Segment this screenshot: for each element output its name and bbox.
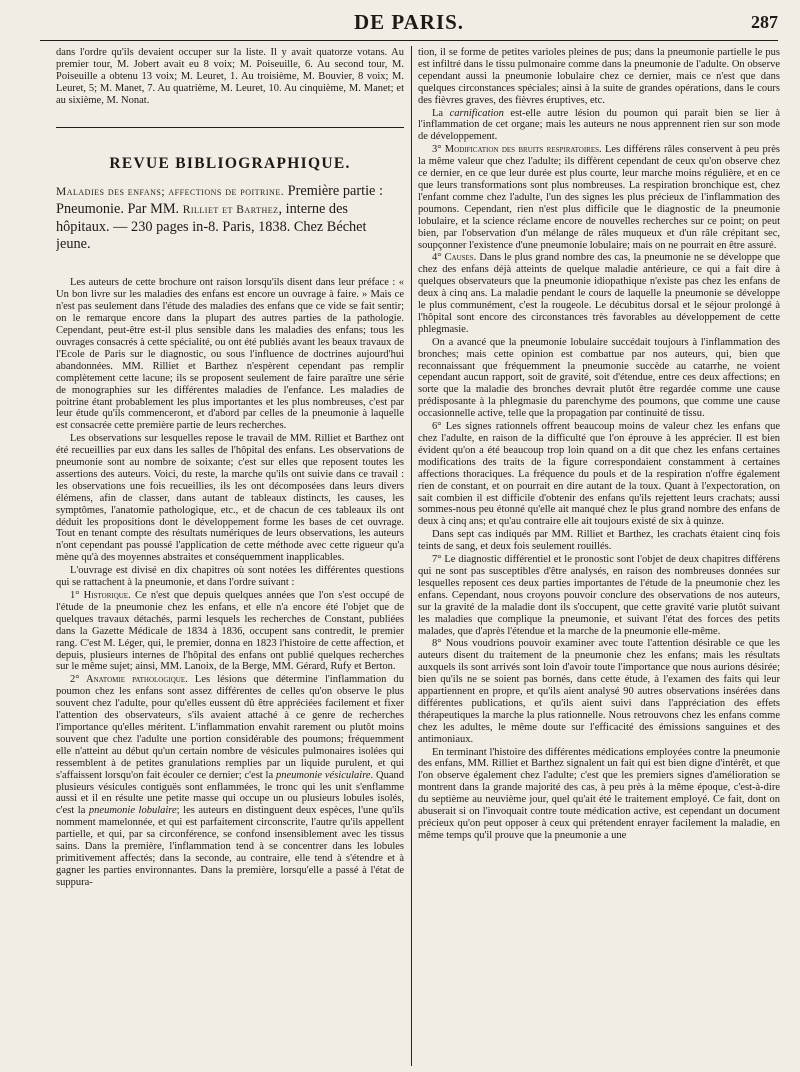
book-citation xyxy=(56,183,404,253)
page-header xyxy=(40,10,778,41)
right-column xyxy=(418,47,780,1065)
carnification-text-a: La xyxy=(432,107,450,119)
column-divider xyxy=(411,46,412,1066)
anatomy-term-vesiculaire: pneumonie vésiculaire xyxy=(275,769,371,781)
respiratory-sounds-paragraph xyxy=(418,144,780,251)
respiratory-sounds-text: Les différens râles conservent à peu près la même valeur que chez l'adulte; ils diffèrent cependant de ceux qu'on observe chez ce dernier, en ce que leur durée est plus courte, leur marche moins régulière, et en ce que leurs transformations sont plus nombreuses. La respiration bronchique est, chez l'enfant comme chez l'adulte, l'un des signes les plus précieux de l'inflammation des poumons. Cependant, rien n'est plus difficile que le diagnostic de la pneumonie lobulaire, et la science réclame encore de nouvelles recherches sur ce point; on peut bien, par l'observation d'un mélange de râles muqueux et d'un râle crépitant sec, soupçonner l'existence d'une pneumonie lobulaire; mais on ne pourrait en être assuré. xyxy=(418,144,780,251)
rational-signs-paragraph: 6° Les signes rationnels offrent beaucoup moins de valeur chez les enfans que chez l'adulte, en raison de la difficulté que l'on éprouve à les apprécier. Il est bien évident qu'on a été beaucoup trop loin quand on a dit que chez les enfans certaines modifications des traits de la figure correspondaient constamment à certaines affections thoraciques. La fréquence du pouls et de la respiration n'offre également rien de constant, et on pourrait en dire autant de la toux. Quant à l'expectoration, on sait combien il est difficile d'obtenir des enfans qu'ils rejettent leurs crachats; aussi sommes-nous peu étonné qu'elle ait manqué chez le plus grand nombre des enfans de deux à cinq ans; et qu'au contraire elle ait toujours existé de six à quinze. xyxy=(418,421,780,528)
anatomy-continuation: tion, il se forme de petites varioles pleines de pus; dans la pneumonie partielle le pus est infiltré dans le tissu pulmonaire comme dans la pneumonie de l'adulte. On observe cependant aussi la pneumonie lobulaire chez ce dernier, mais ce n'est que dans quelques circonstances spéciales; ainsi à la suite de grandes opérations, dans le cours des fièvres graves, des fièvres éruptives, etc. xyxy=(418,47,780,106)
causes-text: Dans le plus grand nombre des cas, la pneumonie ne se développe que chez des enfans déjà atteints de quelque maladie antérieure, ce qui a fait dire à quelques observateurs que la pneumonie idiopathique n'existe pas chez les enfans de deux à cinq ans. La maladie pendant le cours de laquelle la pneumonie se développe le plus communément, c'est la rougeole. Le décubitus dorsal et le séjour prolongé à l'hôpital sont encore des circonstances très favorables au développement de cette phlegmasie. xyxy=(418,252,780,335)
section-separator xyxy=(56,127,404,128)
anatomy-text-a: Les lésions que détermine l'inflammation du poumon chez les enfans sont assez différentes de celles qu'on observe le plus souvent chez l'adulte, pour qu'elles eussent dû être appréciées facilement et fixer l'attention des observateurs, s'ils avaient attaché à ce genre de recherches l'importance qu'elles méritent. L'inflammation envahit rarement ou plutôt moins souvent que chez l'adulte une portion considérable des poumons; fréquemment elle n'atteint au début qu'un certain nombre de vésicules pulmonaires isolées qui ressemblent à de petites granulations remplies par un liquide purulent, et qui s'affaissent lorsqu'on fait écouler ce dernier; c'est la xyxy=(56,674,404,781)
anatomy-text-b: . Quand plusieurs vésicules contiguës sont enflammées, le tronc qui les unit s'enflamme aussi et il en résulte une petite masse qui occupe un ou plusieurs lobules isolés, c'est la xyxy=(56,769,404,817)
anatomy-text-c: ; les auteurs en distinguent deux espèces, l'une qu'ils nomment mamelonnée, et qui est parfaitement circonscrite, l'autre qu'ils appellent partielle, et qui, par sa circonférence, se confond insensiblement avec les tissus sains. Dans la première, l'inflammation tend à se concentrer dans les lobules primitivement affectés; dans la seconde, au contraire, elle tend à s'étendre et à gagner les parties environnantes. Dans la première, lorsqu'elle a passé à l'état de suppura- xyxy=(56,805,404,888)
review-paragraph-anatomy xyxy=(56,674,404,888)
review-paragraph-history xyxy=(56,590,404,673)
left-column xyxy=(56,47,404,1065)
carnification-term: carnification xyxy=(449,107,504,119)
conclusion-paragraph: En terminant l'histoire des différentes médications employées contre la pneumonie des enfans, MM. Rilliet et Barthez signalent un fait qui est bien digne d'intérêt, et que l'on observe également chez l'adulte; c'est que les premiers signes d'amélioration se montrent dans la grande majorité des cas, à peu près à la même époque, c'est-à-dire du septième au neuvième jour, quel qu'ait été le traitement employé. Ce fait, dont on abuserait si on l'invoquait contre toute médication active, est cependant un document précieux qu'on peut opposer à ceux qui prétendent enrayer facilement la maladie, en même temps qu'il prouve que la pneumonie a une xyxy=(418,746,780,841)
review-paragraph-structure: L'ouvrage est divisé en dix chapitres où sont notées les différentes questions qui se rattachent à la pneumonie, et dans l'ordre suivant : xyxy=(56,565,404,589)
carnification-paragraph xyxy=(418,108,780,144)
vote-results-paragraph: dans l'ordre qu'ils devaient occuper sur la liste. Il y avait quatorze votans. Au premier tour, M. Jobert avait eu 8 voix; M. Poiseuille, 6. Au second tour, M. Poiseuille a obtenu 13 voix; M. Leuret, 1. Au troisième, M. Bouvier, 8 voix; M. Leuret, 5; M. Manet, 7. Au quatrième, M. Leuret, 10. Au cinquième, M. Manet; et au sixième, M. Nonat. xyxy=(56,47,404,106)
respiratory-sounds-heading: 3° Modification des bruits respiratoires. xyxy=(432,144,602,156)
book-authors: Rilliet et Barthez xyxy=(182,204,279,217)
book-title-smallcaps: Maladies des enfans; affections de poitrine. xyxy=(56,186,285,199)
review-paragraph-method: Les observations sur lesquelles repose le travail de MM. Rilliet et Barthez ont été recueillies par eux dans les salles de l'hôpital des enfans. Les observations de pneumonie sont au nombre de soixante; c'est sur elles que reposent toutes les assertions des auteurs. Voici, du reste, la marche qu'ils ont suivie dans ce travail : les observations une fois recueillies, ils les ont décomposées dans leurs divers élémens, afin de classer, dans autant de tableaux distincts, les causes, les symptômes, l'anatomie pathologique, etc., et de chacun de ces tableaux ils ont déduit les propositions dont le développement forme les bases de cet ouvrage. Tout en tenant compte des résultats numériques de leurs observations, les auteurs n'ont cependant pas poussé l'application de cette méthode avec cette rigueur qu'a mène qu'à des moyennes abstraites et conséquemment inapplicables. xyxy=(56,433,404,564)
sputum-paragraph: Dans sept cas indiqués par MM. Rilliet et Barthez, les crachats étaient cinq fois teints de sang, et deux fois seulement rouillés. xyxy=(418,529,780,553)
bronchitis-paragraph: On a avancé que la pneumonie lobulaire succédait toujours à l'inflammation des bronches; mais cette opinion est combattue par nos auteurs, qui, bien que reconnaissant que fréquemment la pneumonie succède au catarrhe, ne voient cependant aucun rapport, soit de gravité, soit d'étendue, entre ces deux affections; en sorte que la maladie des bronches devrait plutôt être regardée comme une cause prédisposante à la phlegmasie du parenchyme des poumons, que comme une cause occasionnelle active, telle que la propagation par continuité de tissu. xyxy=(418,336,780,420)
history-text: Ce n'est que depuis quelques années que l'on s'est occupé de l'étude de la pneumonie chez les enfans, et elle n'a encore été l'objet que de quelques travaux détachés, parmi lesquels les recherches de Constant, publiées dans la Gazette Médicale de 1834 à 1836, occupent sans contredit, le premier rang. C'est M. Léger, qui, le premier, donna en 1823 l'histoire de cette affection, et depuis, plusieurs internes de l'hôpital des enfans ont publié quelques recherches sur le même sujet; ainsi, MM. Lanoix, de la Berge, MM. Gérard, Rufy et Berton. xyxy=(56,590,404,673)
section-title: REVUE BIBLIOGRAPHIQUE. xyxy=(109,154,351,172)
anatomy-term-lobulaire: pneumonie lobulaire xyxy=(88,805,177,817)
carnification-text-b: est-elle autre lésion du poumon qui parait bien se lier à l'inflammation de cet organe; mais les auteurs ne nous apprennent rien sur son mode de développement. xyxy=(418,107,780,143)
causes-heading: 4° Causes. xyxy=(432,252,477,264)
treatment-paragraph: 8° Nous voudrions pouvoir examiner avec toute l'attention désirable ce que les auteurs disent du traitement de la pneumonie chez les enfans; mais les résultats auxquels ils sont arrivés sont loin d'avoir toute l'importance que nous aurions désirée; bien qu'ils ne se soient pas bornés, dans cette étude, à l'examen des faits qui leur appartiennent en propre, et qu'ils aient analysé 90 autres observations insérées dans différentes publications, et qu'ils aient suivi dans l'appréciation des effets thérapeutiques la marche la plus rationnelle. Nous retrouvons chez les enfans comme chez les adultes, le même doute sur l'efficacité des émissions sanguines et des antimoniaux. xyxy=(418,638,780,745)
history-heading: 1° Historique. xyxy=(70,590,131,601)
running-title: DE PARIS. xyxy=(353,10,465,34)
book-title-part2: , interne des hôpitaux. — 230 pages in-8. Paris, 1838. Chez Béchet jeune. xyxy=(56,201,367,253)
diagnosis-paragraph: 7° Le diagnostic différentiel et le pronostic sont l'objet de deux chapitres différens qui ne sont pas susceptibles d'être analysés, en raison des nombreuses données sur lesquelles reposent ces deux parties importantes de l'étude de la pneumonie chez les enfans. Cependant, nous croyons pouvoir conclure des observations de nos auteurs, sur la gravité de la maladie dont ils s'occupent, que cette gravité varie plutôt suivant les maladies que complique la pneumonie, et suivant l'état des forces des petits malades, que d'après l'étendue et la marche de la pneumonie elle-même. xyxy=(418,554,780,637)
anatomy-heading: 2° Anatomie pathologique. xyxy=(70,674,188,686)
review-paragraph-intro: Les auteurs de cette brochure ont raison lorsqu'ils disent dans leur préface : « Un bon livre sur les maladies des enfans est encore un ouvrage à faire. » Mais ce n'est pas seulement dans l'étude des maladies des enfans que ce vide se fait sentir; on le remarque encore dans la plupart des autres parties de la pathologie. Cependant, peut-être est-il plus sensible dans les maladies des enfans; tous les ouvrages consacrés à cette spécialité, ou ont été publiés avant les beaux travaux de l'Ecole de Paris sur le diagnostic, ou sous l'influence de doctrines aujourd'hui abandonnées. MM. Rilliet et Barthez n'espèrent cependant pas remplir complètement cette lacune; ils se proposent seulement de faire paraître une série de monographies sur les différentes maladies de l'enfance. Les maladies de poitrine étant probablement les plus importantes et les plus nombreuses, c'est par leur étude qu'ils commenceront, et d'abord par celles de la pneumonie à laquelle est consacrée cette première partie de leurs recherches. xyxy=(56,277,404,432)
causes-paragraph xyxy=(418,252,780,335)
page-number: 287 xyxy=(751,12,778,32)
book-title-part1: Première partie : Pneumonie. Par MM. xyxy=(56,183,383,218)
